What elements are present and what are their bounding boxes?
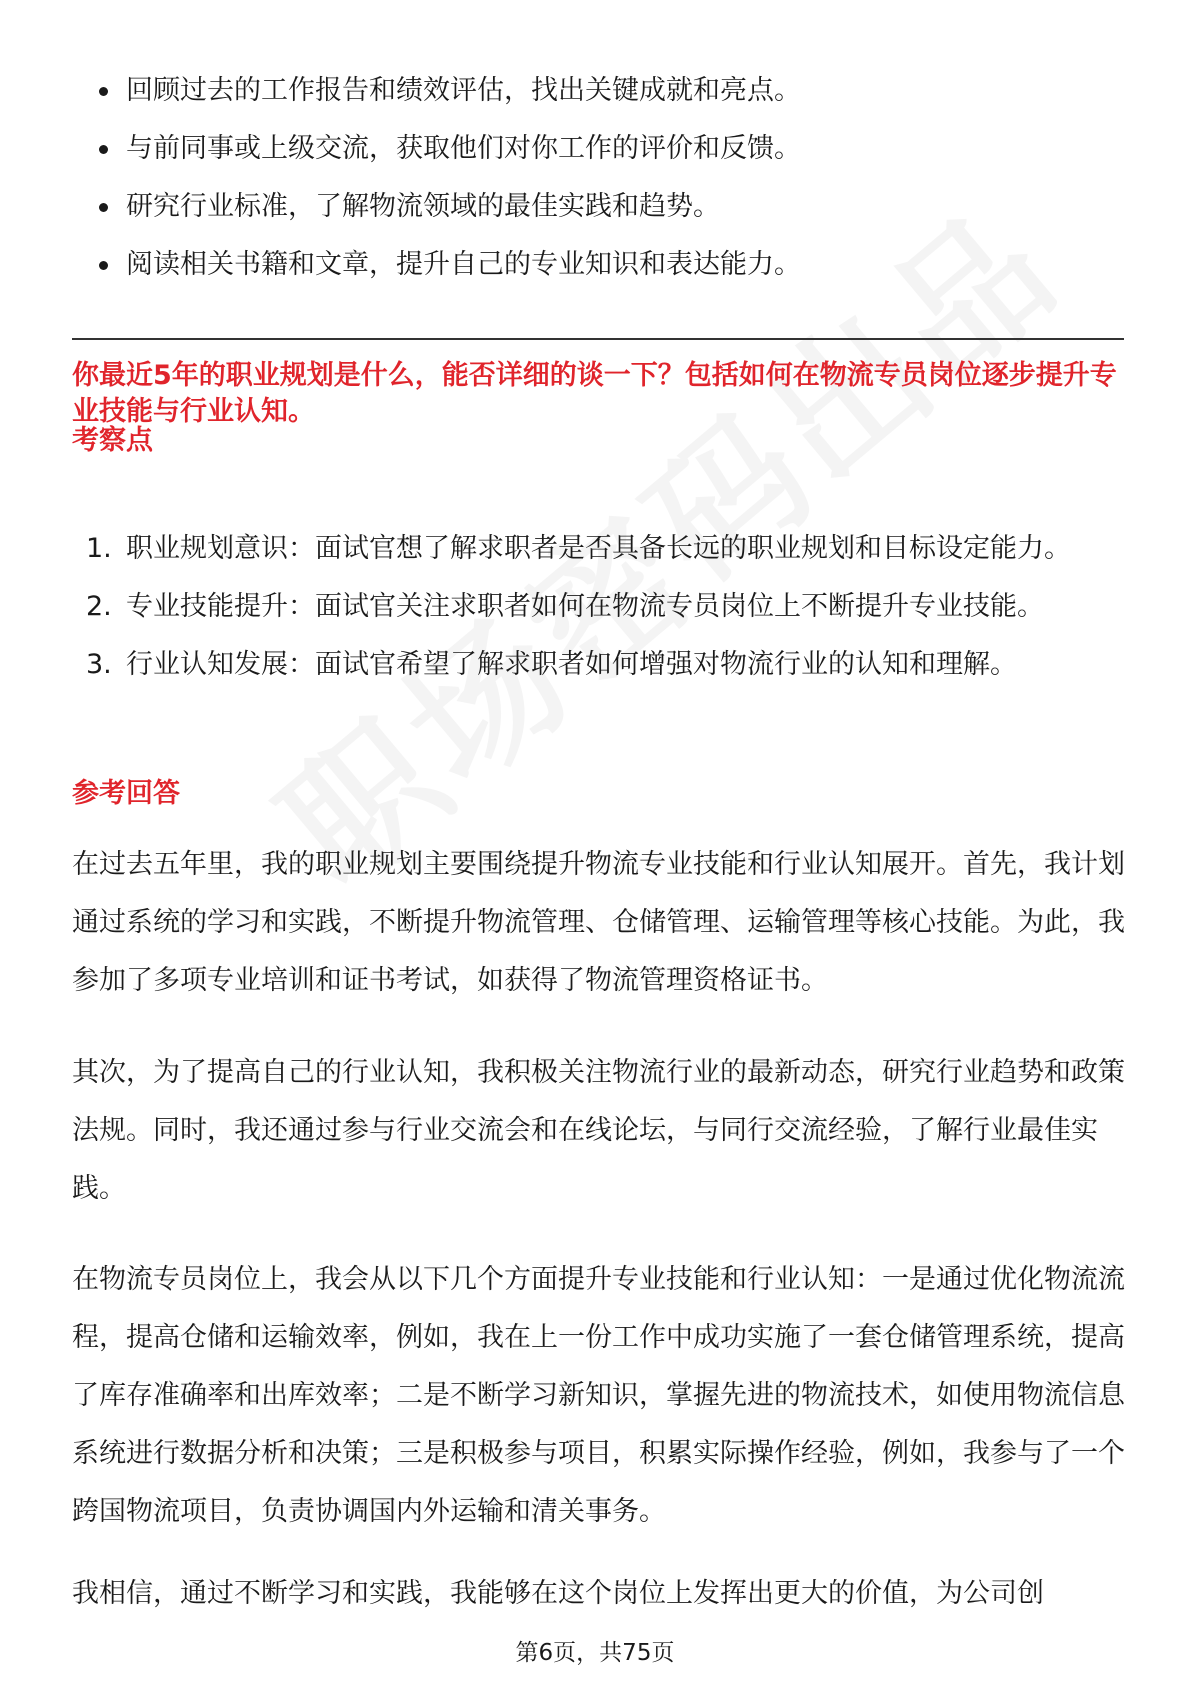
focus-heading: 考察点 [72,425,153,456]
list-number: 2. [86,591,112,622]
answer-paragraph: 其次，为了提高自己的行业认知，我积极关注物流行业的最新动态，研究行业趋势和政策法规。同时，我还通过参与行业交流会和在线论坛，与同行交流经验，了解行业最佳实践。 [72,1057,1125,1204]
answer-paragraph: 我相信，通过不断学习和实践，我能够在这个岗位上发挥出更大的价值，为公司创 [72,1578,1044,1609]
list-number: 3. [86,649,112,680]
list-item-text: 职业规划意识：面试官想了解求职者是否具备长远的职业规划和目标设定能力。 [126,533,1071,564]
list-item-text: 回顾过去的工作报告和绩效评估，找出关键成就和亮点。 [126,75,801,106]
list-item [86,520,1136,578]
bullet-dot-icon [99,145,108,154]
list-item-text: 阅读相关书籍和文章，提升自己的专业知识和表达能力。 [126,249,801,280]
bullet-list [96,62,1136,294]
list-item-text: 专业技能提升：面试官关注求职者如何在物流专员岗位上不断提升专业技能。 [126,591,1044,622]
list-item [86,578,1136,636]
list-number: 1. [86,533,112,564]
page-number: 第6页，共75页 [515,1640,675,1666]
bullet-dot-icon [99,203,108,212]
focus-list [86,520,1136,694]
answer-heading: 参考回答 [72,778,180,809]
list-item [96,178,1136,236]
answer-paragraph: 在物流专员岗位上，我会从以下几个方面提升专业技能和行业认知：一是通过优化物流流程，提高仓储和运输效率，例如，我在上一份工作中成功实施了一套仓储管理系统，提高了库存准确率和出库效率；二是不断学习新知识，掌握先进的物流技术，如使用物流信息系统进行数据分析和决策；三是积极参与项目，积累实际操作经验，例如，我参与了一个跨国物流项目，负责协调国内外运输和清关事务。 [72,1264,1125,1527]
list-item-text: 行业认知发展：面试官希望了解求职者如何增强对物流行业的认知和理解。 [126,649,1017,680]
bullet-dot-icon [99,261,108,270]
list-item [96,236,1136,294]
bullet-dot-icon [99,87,108,96]
list-item [96,120,1136,178]
list-item [86,636,1136,694]
list-item-text: 与前同事或上级交流，获取他们对你工作的评价和反馈。 [126,133,801,164]
answer-paragraph: 在过去五年里，我的职业规划主要围绕提升物流专业技能和行业认知展开。首先，我计划通过系统的学习和实践，不断提升物流管理、仓储管理、运输管理等核心技能。为此，我参加了多项专业培训和证书考试，如获得了物流管理资格证书。 [72,849,1125,996]
list-item-text: 研究行业标准，了解物流领域的最佳实践和趋势。 [126,191,720,222]
section-divider [72,338,1124,340]
list-item [96,62,1136,120]
question-title: 你最近5年的职业规划是什么，能否详细的谈一下？包括如何在物流专员岗位逐步提升专业技能与行业认知。 [72,360,1117,427]
